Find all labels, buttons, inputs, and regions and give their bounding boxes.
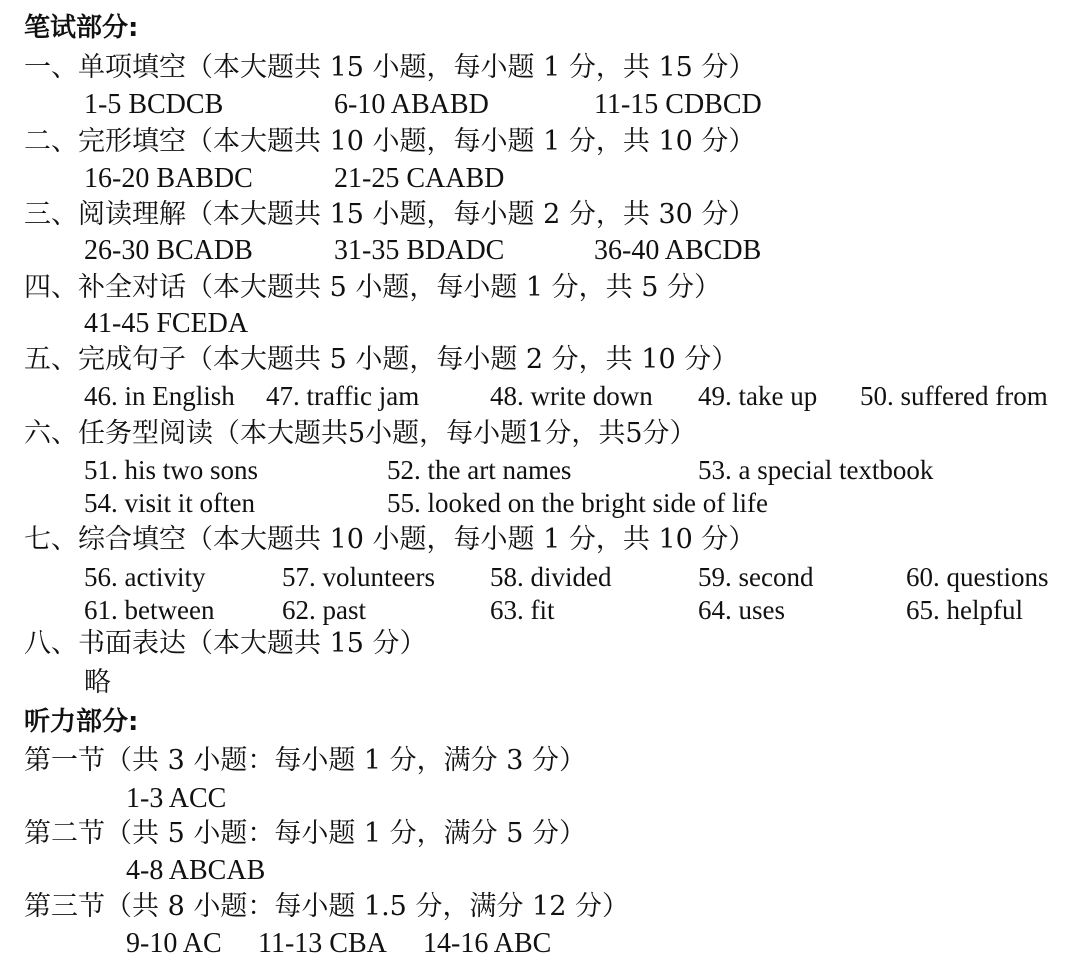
answer-item: 31-35 BDADC: [334, 235, 505, 266]
answer-item: 11-13 CBA: [258, 928, 387, 959]
section-heading-task-reading: 六、任务型阅读（本大题共5小题，每小题1分，共5分）: [24, 418, 697, 449]
answer-item: 11-15 CDBCD: [594, 89, 762, 120]
answer-item: 36-40 ABCDB: [594, 235, 762, 266]
answer-row: [0, 161, 1080, 197]
answer-row: [0, 452, 1080, 488]
section-heading-cloze: 二、完形填空（本大题共 10 小题，每小题 1 分，共 10 分）: [24, 126, 756, 157]
section-heading-comprehensive-fill: 七、综合填空（本大题共 10 小题，每小题 1 分，共 10 分）: [24, 524, 756, 555]
written-part-title: 笔试部分:: [24, 13, 139, 43]
answer-item: 50. suffered from: [860, 381, 1048, 411]
answer-item: 46. in English: [84, 381, 235, 411]
listening-part-title: 听力部分:: [24, 707, 139, 737]
answer-item: 1-5 BCDCB: [84, 89, 224, 120]
answer-item: 57. volunteers: [282, 562, 435, 592]
answer-item: 21-25 CAABD: [334, 163, 505, 194]
answer-row: [0, 592, 1080, 628]
section-heading-dialogue: 四、补全对话（本大题共 5 小题，每小题 1 分，共 5 分）: [24, 272, 722, 303]
answer-item: 54. visit it often: [84, 488, 255, 518]
answer-item: 47. traffic jam: [266, 381, 420, 411]
answer-item: 略: [84, 667, 111, 698]
answer-item: 65. helpful: [906, 595, 1023, 625]
answer-item: 14-16 ABC: [423, 928, 552, 959]
answer-item: 59. second: [698, 562, 814, 592]
answer-item: 41-45 FCEDA: [84, 308, 249, 339]
answer-row: [0, 378, 1080, 414]
answer-item: 52. the art names: [387, 455, 572, 485]
answer-row: [0, 306, 1080, 342]
answer-row: [0, 87, 1080, 123]
answer-row: [0, 853, 1080, 889]
answer-item: 62. past: [282, 595, 366, 625]
section-heading-single-choice: 一、单项填空（本大题共 15 小题，每小题 1 分，共 15 分）: [24, 52, 756, 83]
answer-item: 1-3 ACC: [126, 783, 227, 814]
answer-item: 55. looked on the bright side of life: [387, 488, 768, 518]
answer-item: 61. between: [84, 595, 215, 625]
answer-item: 64. uses: [698, 595, 785, 625]
answer-item: 63. fit: [490, 595, 555, 625]
answer-item: 51. his two sons: [84, 455, 259, 485]
answer-item: 53. a special textbook: [698, 455, 934, 485]
answer-row: [0, 559, 1080, 595]
answer-item: 9-10 AC: [126, 928, 222, 959]
answer-item: 56. activity: [84, 562, 206, 592]
answer-item: 60. questions: [906, 562, 1049, 592]
answer-item: 16-20 BABDC: [84, 163, 253, 194]
section-heading-sentence-completion: 五、完成句子（本大题共 5 小题，每小题 2 分，共 10 分）: [24, 344, 739, 375]
answer-item: 4-8 ABCAB: [126, 855, 266, 886]
answer-row: [0, 485, 1080, 521]
answer-row: [0, 665, 1080, 701]
answer-row: [0, 233, 1080, 269]
listening-section-heading-2: 第二节（共 5 小题：每小题 1 分，满分 5 分）: [24, 818, 587, 849]
answer-item: 58. divided: [490, 562, 612, 592]
answer-item: 48. write down: [490, 381, 653, 411]
section-heading-writing: 八、书面表达（本大题共 15 分）: [24, 628, 427, 659]
section-heading-reading: 三、阅读理解（本大题共 15 小题，每小题 2 分，共 30 分）: [24, 199, 756, 230]
answer-item: 6-10 ABABD: [334, 89, 489, 120]
listening-section-heading-1: 第一节（共 3 小题：每小题 1 分，满分 3 分）: [24, 745, 587, 776]
answer-item: 26-30 BCADB: [84, 235, 253, 266]
answer-row: [0, 926, 1080, 962]
listening-section-heading-3: 第三节（共 8 小题：每小题 1.5 分，满分 12 分）: [24, 891, 629, 922]
answer-row: [0, 781, 1080, 817]
answer-item: 49. take up: [698, 381, 818, 411]
